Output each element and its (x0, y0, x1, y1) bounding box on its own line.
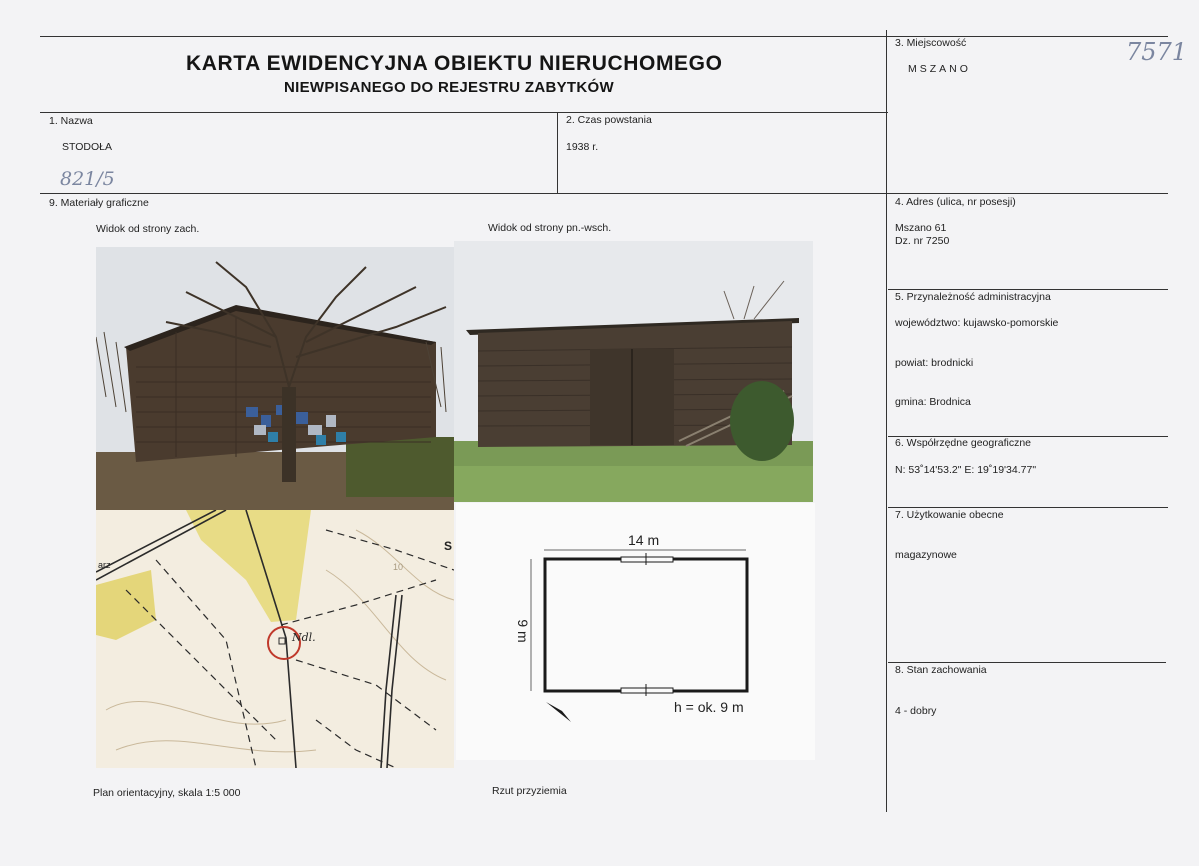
photo-ne-view (454, 241, 813, 502)
rule-coords-bottom (888, 507, 1168, 508)
use-value: magazynowe (895, 549, 957, 561)
rule-name-date-divider (557, 112, 558, 193)
card-subtitle: NIEWPISANEGO DO REJESTRU ZABYTKÓW (284, 79, 614, 96)
caption-ne-view: Widok od strony pn.-wsch. (488, 222, 612, 234)
name-label: 1. Nazwa (49, 115, 93, 127)
map-label-arz: arz (98, 560, 111, 570)
photo-west-view (96, 247, 454, 510)
condition-label: 8. Stan zachowania (895, 664, 987, 676)
name-value: STODOŁA (62, 141, 112, 153)
handwritten-inventory: 821/5 (60, 168, 115, 190)
rule-address-bottom (888, 289, 1168, 290)
map-label-s: S (444, 539, 453, 553)
rule-header-bottom (40, 112, 888, 113)
map-label-10: 10 (393, 562, 404, 572)
floorplan-height-label: h = ok. 9 m (674, 699, 744, 715)
coords-value: N: 53˚14'53.2" E: 19˚19'34.77" (895, 464, 1037, 476)
caption-floor: Rzut przyziemia (492, 785, 567, 797)
address-line2: Dz. nr 7250 (895, 235, 950, 247)
condition-value: 4 - dobry (895, 705, 937, 717)
admin-voivodeship: województwo: kujawsko-pomorskie (895, 317, 1059, 329)
rule-top (40, 36, 1168, 37)
rule-use-bottom (888, 662, 1166, 663)
graphics-label: 9. Materiały graficzne (49, 197, 149, 209)
floor-plan (456, 503, 815, 760)
rule-right-column (886, 30, 887, 812)
locality-label: 3. Miejscowość (895, 37, 967, 49)
card-title: KARTA EWIDENCYJNA OBIEKTU NIERUCHOMEGO (186, 52, 723, 75)
address-line1: Mszano 61 (895, 222, 947, 234)
admin-county: powiat: brodnicki (895, 357, 974, 369)
orientation-map (96, 510, 454, 768)
date-value: 1938 r. (566, 141, 599, 153)
floorplan-width-label: 14 m (628, 532, 660, 548)
floorplan-depth-label: 9 m (515, 619, 531, 643)
admin-commune: gmina: Brodnica (895, 396, 971, 408)
admin-label: 5. Przynależność administracyjna (895, 291, 1051, 303)
locality-value: MSZANO (908, 63, 971, 75)
rule-name-bottom (40, 193, 1168, 194)
date-label: 2. Czas powstania (566, 114, 652, 126)
caption-plan: Plan orientacyjny, skala 1:5 000 (93, 787, 241, 799)
map-label-ndl: Ndl. (292, 631, 316, 644)
address-label: 4. Adres (ulica, nr posesji) (895, 196, 1016, 208)
handwritten-number: 7571 (1126, 38, 1188, 66)
use-label: 7. Użytkowanie obecne (895, 509, 1004, 521)
coords-label: 6. Współrzędne geograficzne (895, 437, 1031, 449)
caption-west-view: Widok od strony zach. (96, 223, 200, 235)
